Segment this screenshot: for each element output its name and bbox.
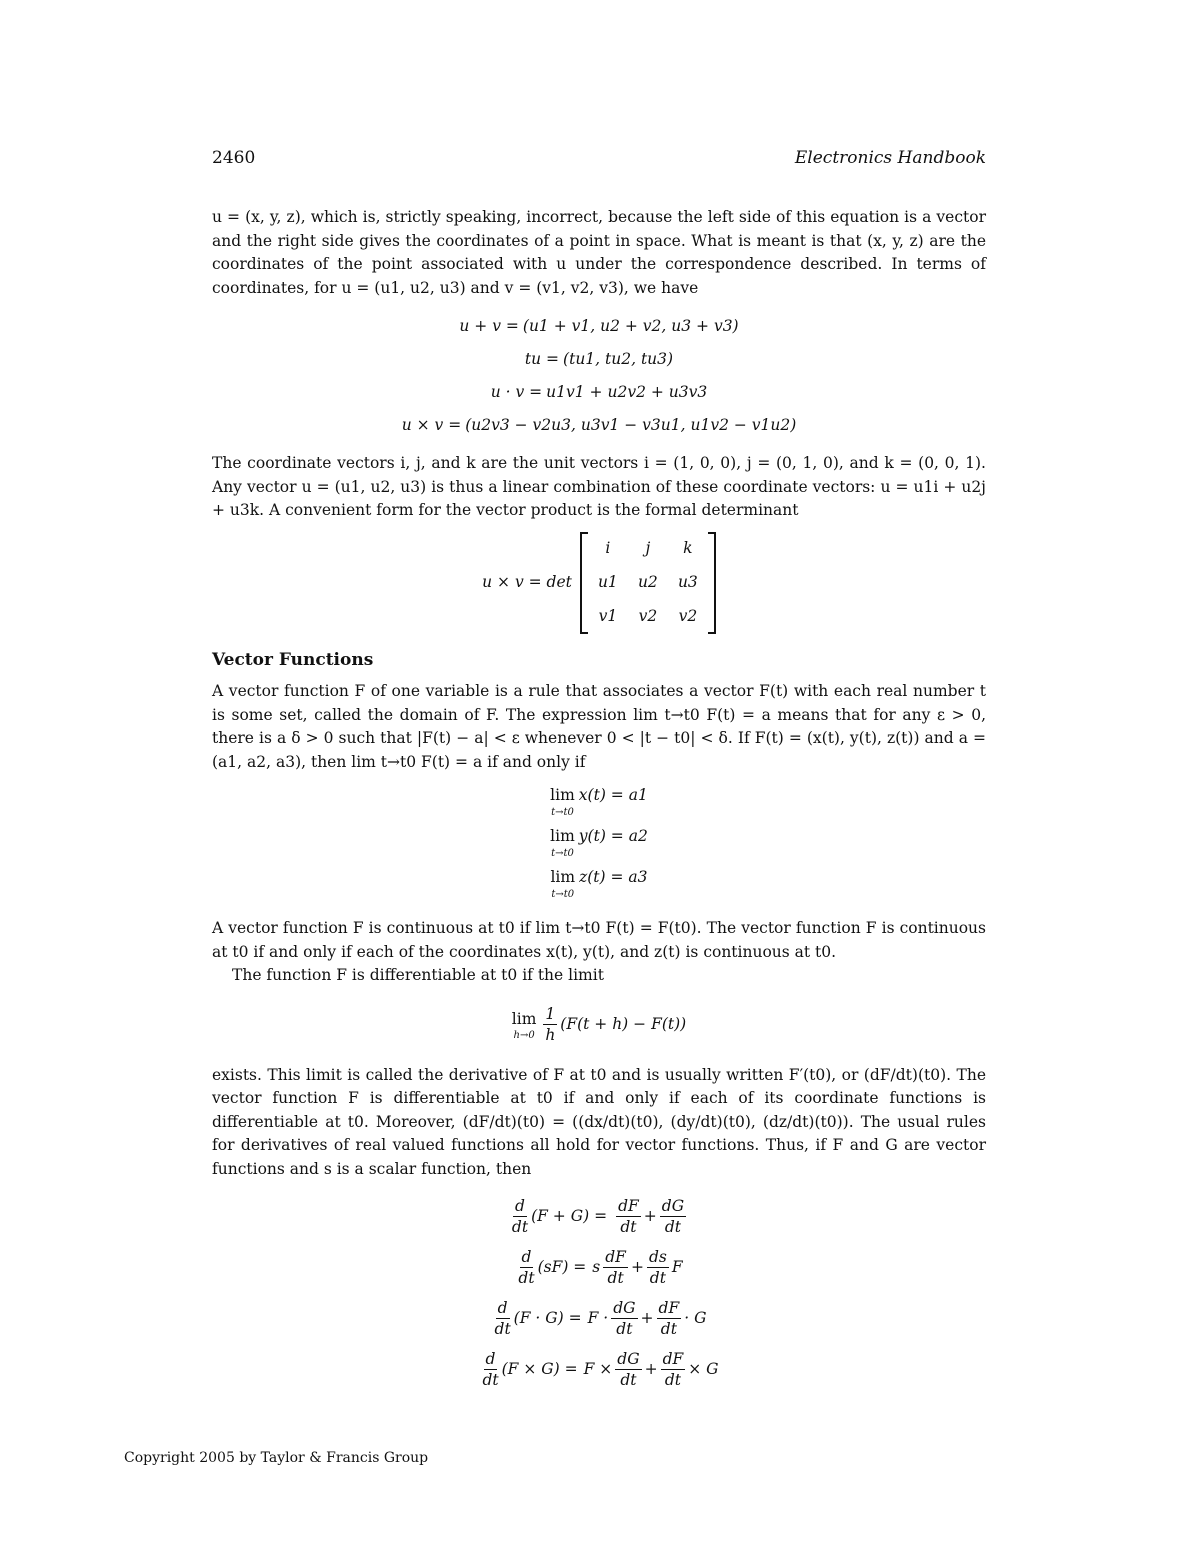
limit-equation [212,825,986,866]
matrix-cell: u2 [637,572,658,591]
paragraph-derivative: exists. This limit is called the derivative of F at t0 and is usually written F′(t0), or (dF/dt)(t0). The vector function F is differentiable at t0 if and only if each of its coordinate functions is differentiable at t0. Moreover, (dF/dt)(t0) = ((dx/dt)(t0), (dy/dt)(t0), (dz/dt)(t0)). The usual rules for derivatives of real valued functions all hold for vector functions. Thus, if F and G are vector functions and s is a scalar function, then [212,1065,986,1178]
matrix-cell: j [645,538,651,557]
fraction-numerator: dF [605,1248,626,1266]
running-header [212,148,986,172]
rule-term: F · [587,1308,609,1327]
matrix-cell: k [683,538,693,557]
equation-sum [212,310,986,343]
paragraph-vector-function: A vector function F of one variable is a rule that associates a vector F(t) with each real number t is some set, called the domain of F. The expression lim t→t0 F(t) = a means that for any ε > 0, there is a δ > 0 such that |F(t) − a| < ε whenever 0 < |t − t0| < δ. If F(t) = (x(t), y(t), z(t)) and a = (a1, a2, a3), then lim t→t0 F(t) = a if and only if [212,682,986,771]
page-body [212,206,986,1405]
fraction-numerator: ds [648,1248,667,1266]
determinant-equation [212,533,986,633]
determinant-matrix [580,532,716,634]
rule-operator: + [640,1308,654,1327]
rule-lhs: (F × G) = [501,1359,578,1378]
rule-term: F [671,1257,683,1276]
matrix-cell: v2 [638,606,658,625]
equation-dot-product [212,376,986,409]
paragraph-continuity: A vector function F is continuous at t0 if lim t→t0 F(t) = F(t0). The vector function F is continuous at t0 if and only if each of the coordinates x(t), y(t), and z(t) is continuous at t0. [212,919,986,961]
rule-term: × G [688,1359,719,1378]
matrix-cell: i [605,538,611,557]
equation-rhs: (tu1, tu2, tu3) [563,349,674,368]
limit-equation [212,866,986,907]
fraction-numerator: dF [662,1350,684,1368]
fraction-denominator: dt [482,1371,499,1389]
section-heading: Vector Functions [212,649,374,670]
fraction-denominator: dt [518,1269,535,1287]
fraction-numerator: d [485,1350,496,1368]
derivative-limit-equation [212,1000,986,1050]
vector-operations-equations [212,310,986,442]
limit-expression: (F(t + h) − F(t)) [560,1014,687,1033]
fraction-denominator: dt [607,1269,624,1287]
copyright-footer: Copyright 2005 by Taylor & Francis Group [124,1450,429,1466]
fraction-numerator: dG [617,1350,640,1368]
fraction-denominator: h [545,1026,556,1044]
paragraph-coordinates: u = (x, y, z), which is, strictly speaking, incorrect, because the left side of this equation is a vector and the right side gives the coordinates of a point in space. What is meant is that (x, y, z) are the coordinates of the point associated with u under the correspondence described. In terms of coordinates, for u = (u1, u2, u3) and v = (v1, v2, v3), we have [212,208,986,297]
paragraph-coordinate-vectors: The coordinate vectors i, j, and k are the unit vectors i = (1, 0, 0), j = (0, 1, 0), and k = (0, 0, 1). Any vector u = (u1, u2, u3) is thus a linear combination of these coordinate vectors: u = u1i + u2j + u3k. A convenient form for the vector product is the formal determinant [212,454,986,519]
matrix-cell: u1 [597,572,618,591]
equation-rhs: (u1 + v1, u2 + v2, u3 + v3) [522,316,739,335]
limit-equation [212,784,986,825]
rule-scalar-product [212,1242,986,1293]
limit-expression: x(t) = a1 [578,786,648,804]
rule-operator: + [644,1359,658,1378]
lim-operator: lim [550,786,575,804]
book-title: Electronics Handbook [794,148,986,168]
rule-term: F × [583,1359,613,1378]
paragraph-differentiable: The function F is differentiable at t0 if the limit [232,966,604,984]
fraction-numerator: dG [613,1299,636,1317]
rule-term: s [592,1257,601,1276]
fraction-denominator: dt [660,1320,677,1338]
rule-operator: + [630,1257,644,1276]
rule-operator: + [643,1206,657,1225]
equation-lhs: tu = [524,349,560,368]
equation-rhs: (u2v3 − v2u3, u3v1 − v3u1, u1v2 − v1u2) [465,415,797,434]
fraction [543,1004,557,1045]
rule-cross-product [212,1344,986,1395]
fraction-numerator: d [521,1248,532,1266]
derivative-rules [212,1191,986,1395]
lim-operator: lim [550,868,576,886]
fraction-denominator: dt [664,1218,681,1236]
fraction-denominator: dt [511,1218,529,1236]
matrix-cell: v1 [598,606,618,625]
lim-operator: lim [511,1009,537,1028]
lim-operator: lim [550,827,575,845]
matrix-cell: u3 [677,572,698,591]
fraction-denominator: dt [664,1371,681,1389]
equation-lhs: u + v = [459,316,519,335]
equation-lhs: u × v = [401,415,462,434]
rule-sum [212,1191,986,1242]
matrix-cell: v2 [678,606,698,625]
fraction-numerator: dG [661,1197,685,1215]
fraction-numerator: dF [658,1299,680,1317]
coordinate-limits [212,784,986,907]
fraction-denominator: dt [620,1218,637,1236]
lim-subscript: t→t0 [551,888,575,900]
fraction-numerator: d [515,1197,525,1215]
fraction-numerator: dF [618,1197,639,1215]
equation-scalar-multiple [212,343,986,376]
fraction-denominator: dt [649,1269,666,1287]
equation-lhs: u · v = [490,382,543,401]
equation-cross-product [212,409,986,442]
fraction-numerator: d [497,1299,508,1317]
fraction-denominator: dt [620,1371,637,1389]
limit-expression: y(t) = a2 [578,827,648,845]
fraction-numerator: 1 [545,1005,556,1023]
rule-term: · G [684,1308,707,1327]
fraction-denominator: dt [494,1320,511,1338]
lim-subscript: t→t0 [551,806,574,818]
determinant-label: u × v = det [482,572,572,591]
limit-expression: z(t) = a3 [579,868,648,886]
lim-subscript: t→t0 [551,847,574,859]
fraction-denominator: dt [616,1320,633,1338]
lim-subscript: h→0 [513,1030,535,1042]
page-number: 2460 [212,148,256,168]
rule-dot-product [212,1293,986,1344]
rule-lhs: (F + G) = [531,1206,608,1225]
equation-rhs: u1v1 + u2v2 + u3v3 [546,382,708,401]
rule-lhs: (sF) = [537,1257,587,1276]
rule-lhs: (F · G) = [513,1308,582,1327]
